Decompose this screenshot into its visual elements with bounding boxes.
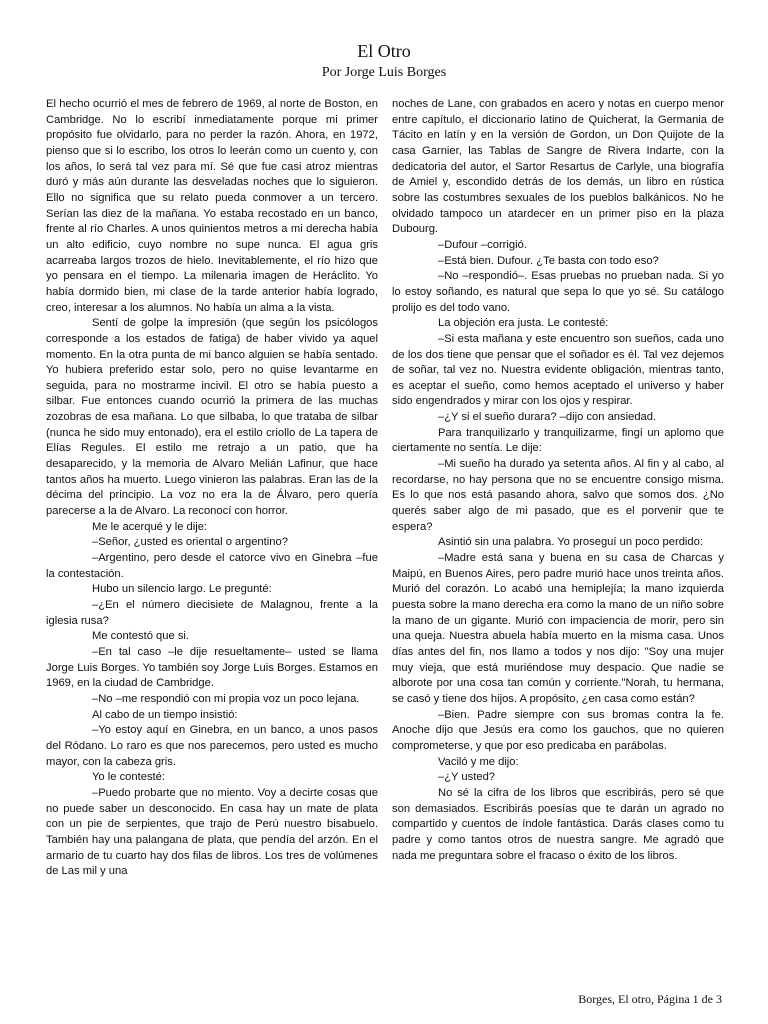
paragraph: –No –me respondió con mi propia voz un poco lejana. bbox=[92, 692, 360, 705]
paragraph: noches de Lane, con grabados en acero y notas en cuerpo menor entre capítulo, el diccionario latino de Quicherat, la Germania de Tácito en latín y en la versión de Gordon, un Don Quijote de la casa Garnier, las Tablas de Sangre de Rivera Indarte, con la dedicatoria del autor, el Sartor Resartus de Carlyle, una biografía de Amiel y, escondido detrás de los demás, un libro en rústica sobre las costumbres sexuales de los pueblos balkánicos. No he olvidado tampoco un atardecer en un primer piso en la plaza Dubourg. bbox=[392, 98, 724, 236]
right-column bbox=[392, 97, 724, 864]
paragraph: –¿En el número diecisiete de Malagnou, frente a la iglesia rusa? bbox=[46, 599, 378, 627]
paragraph: –En tal caso –le dije resueltamente– usted se llama Jorge Luis Borges. Yo también soy Jorge Luis Borges. Estamos en 1969, en la ciudad de Cambridge. bbox=[46, 645, 378, 690]
paragraph: Me contestó que si. bbox=[92, 630, 190, 643]
paragraph: –Está bien. Dufour. ¿Te basta con todo eso? bbox=[438, 254, 659, 267]
paragraph: Para tranquilizarlo y tranquilizarme, fingí un aplomo que ciertamente no sentía. Le dije: bbox=[392, 426, 724, 455]
paragraph: –Mi sueño ha durado ya setenta años. Al fin y al cabo, al recordarse, no hay persona que no se encuentre consigo misma. Es lo que nos está pasando ahora, salvo que somos dos. ¿No querés saber algo de mi pasado, que es el porvenir que te espera? bbox=[392, 458, 724, 533]
paragraph: Asintió sin una palabra. Yo proseguí un poco perdido: bbox=[438, 536, 703, 549]
paragraph: El hecho ocurrió el mes de febrero de 1969, al norte de Boston, en Cambridge. No lo escribí inmediatamente porque mi primer propósito fue olvidarlo, para no perder la razón. Ahora, en 1972, pienso que si lo escribo, los otros lo leerán como un cuento y, con los años, lo será tal vez para mí. Sé que fue casi atroz mientras duró y más aún durante las desveladas noches que lo siguieron. Ello no significa que su relato pueda conmover a un tercero. Serían las diez de la mañana. Yo estaba recostado en un banco, frente al río Charles. A unos quinientos metros a mi derecha había un alto edificio, cuyo nombre no supe nunca. El agua gris acarreaba largos trozos de hielo. Inevitablemente, el río hizo que yo pensara en el tiempo. La milenaria imagen de Heráclito. Yo había dormido bien, mi clase de la tarde anterior había logrado, creo, interesar a los alumnos. No había un alma a la vista. bbox=[46, 98, 378, 314]
paragraph: La objeción era justa. Le contesté: bbox=[438, 317, 609, 330]
paragraph: Al cabo de un tiempo insistió: bbox=[92, 708, 238, 721]
page-footer: Borges, El otro, Página 1 de 3 bbox=[578, 992, 722, 1006]
paragraph: Vaciló y me dijo: bbox=[438, 755, 519, 768]
paragraph: Sentí de golpe la impresión (que según los psicólogos corresponde a los estados de fatiga) de haber vivido ya aquel momento. En la otra punta de mi banco alguien se había sentado. Yo hubiera preferido estar solo, pero no quise levantarme en seguida, para no mostrarme incivil. El otro se había puesto a silbar. Fue entonces cuando ocurrió la primera de las muchas zozobras de esa mañana. Lo que silbaba, lo que trataba de silbar (nunca he sido muy entonado), era el estilo criollo de La tapera de Elías Regules. El estilo me retrajo a un patio, que ha desaparecido, y la memoria de Alvaro Melián Lafinur, que hace tantos años ha muerto. Luego vinieron las palabras. Eran las de la décima del principio. La voz no era la de Álvaro, pero quería parecerse a la de Alvaro. La reconocí con horror. bbox=[46, 317, 378, 518]
paragraph: –Bien. Padre siempre con sus bromas contra la fe. Anoche dijo que Jesús era como los gauchos, que no quieren comprometerse, y que por eso predicaba en parábolas. bbox=[392, 708, 724, 752]
paragraph: –No –respondió–. Esas pruebas no prueban nada. Si yo lo estoy soñando, es natural que sepa lo que yo sé. Su catálogo prolijo es del todo vano. bbox=[392, 270, 724, 314]
paragraph: –Si esta mañana y este encuentro son sueños, cada uno de los dos tiene que pensar que el soñador es él. Tal vez dejemos de soñar, tal vez no. Nuestra evidente obligación, mientras tanto, es aceptar el sueño, como hemos aceptado el universo y haber sido engendrados y mirar con los ojos y respirar. bbox=[392, 332, 724, 408]
paragraph: Hubo un silencio largo. Le pregunté: bbox=[92, 583, 272, 596]
paragraph: –Dufour –corrigió. bbox=[438, 238, 527, 251]
paragraph: –Argentino, pero desde el catorce vivo en Ginebra –fue la contestación. bbox=[46, 552, 378, 580]
document-title: El Otro bbox=[357, 41, 411, 61]
paragraph: –Madre está sana y buena en su casa de Charcas y Maipú, en Buenos Aires, pero padre murió hace unos treinta años. Murió del corazón. Lo acabó una hemiplejía; la mano izquierda puesta sobre la mano derecha era como la mano de un niño sobre la mano de un gigante. Murió con impaciencia de morir, pero sin una queja. Nuestra abuela había muerto en la misma casa. Unos días antes del fin, nos llamo a todos y nos dijo: "Soy una mujer muy vieja, que está muriéndose muy despacio. Que nadie se alborote por una cosa tan común y corriente."Norah, tu hermana, se casó y tiene dos hijos. A propósito, ¿en casa como están? bbox=[392, 552, 724, 705]
paragraph: –Yo estoy aquí en Ginebra, en un banco, a unos pasos del Ródano. Lo raro es que nos parecemos, pero usted es mucho mayor, con la cabeza gris. bbox=[46, 724, 378, 768]
paragraph: No sé la cifra de los libros que escribirás, pero sé que son demasiados. Escribirás poesías que te darán un agrado no compartido y cuentos de índole fantástica. Darás clases como tu padre y como tantos otros de nuestra sangre. Me agradó que nada me preguntara sobre el fracaso o éxito de los libros. bbox=[392, 786, 724, 862]
left-column bbox=[46, 97, 378, 880]
paragraph: Yo le contesté: bbox=[92, 771, 165, 784]
paragraph: –¿Y si el sueño durara? –dijo con ansiedad. bbox=[438, 411, 657, 424]
paragraph: Me le acerqué y le dije: bbox=[92, 520, 208, 533]
paragraph: –Señor, ¿usted es oriental o argentino? bbox=[92, 536, 288, 549]
paragraph: –¿Y usted? bbox=[438, 771, 496, 784]
paragraph: –Puedo probarte que no miento. Voy a decirte cosas que no puede saber un desconocido. En casa hay un mate de plata con un pie de serpientes, que trajo de Perú nuestro bisabuelo. También hay una palangana de plata, que pendía del arzón. En el armario de tu cuarto hay dos filas de libros. Los tres de volúmenes de Las mil y una bbox=[46, 786, 378, 878]
document-author: Por Jorge Luis Borges bbox=[321, 65, 447, 80]
